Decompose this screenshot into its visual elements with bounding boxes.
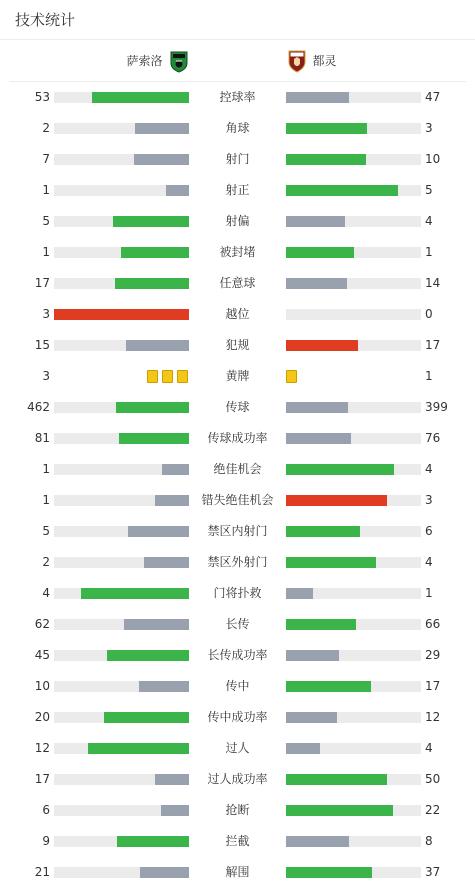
section-title: 技术统计 xyxy=(15,11,76,29)
away-stat-value: 1 xyxy=(425,369,433,383)
home-stat-bar xyxy=(54,278,189,289)
stat-row xyxy=(0,671,475,702)
home-stat-value: 5 xyxy=(42,524,50,538)
stat-label: 传中 xyxy=(225,679,250,693)
stat-label: 传球成功率 xyxy=(207,431,268,445)
home-stat-value: 7 xyxy=(42,152,50,166)
stat-label: 任意球 xyxy=(219,276,256,290)
home-stat-bar xyxy=(54,340,189,351)
home-stat-value: 45 xyxy=(34,648,50,662)
home-stat-bar-fill xyxy=(124,619,189,630)
away-stat-bar-fill xyxy=(286,743,320,754)
away-stat-value: 17 xyxy=(425,679,441,693)
stat-row xyxy=(0,175,475,206)
away-yellow-cards xyxy=(286,370,297,383)
away-stat-value: 4 xyxy=(425,462,433,476)
home-stat-bar-fill xyxy=(117,836,189,847)
stat-row xyxy=(0,144,475,175)
away-stat-bar-fill xyxy=(286,867,372,878)
away-stat-bar-fill xyxy=(286,619,356,630)
stat-row xyxy=(0,578,475,609)
stat-row xyxy=(0,82,475,113)
away-stat-bar xyxy=(286,309,421,320)
away-stat-bar xyxy=(286,216,421,227)
stat-row xyxy=(0,795,475,826)
away-stat-bar xyxy=(286,805,421,816)
home-team-name: 萨索洛 xyxy=(126,54,163,68)
home-stat-bar-fill xyxy=(116,402,189,413)
home-stat-value: 3 xyxy=(42,369,50,383)
stat-label: 抢断 xyxy=(225,803,250,817)
home-stat-bar xyxy=(54,433,189,444)
home-stat-value: 62 xyxy=(34,617,50,631)
home-stat-bar-fill xyxy=(115,278,189,289)
section-header xyxy=(0,0,475,40)
away-stat-value: 17 xyxy=(425,338,441,352)
home-stat-bar xyxy=(54,619,189,630)
home-stat-value: 17 xyxy=(34,276,50,290)
away-stat-value: 14 xyxy=(425,276,441,290)
stat-row xyxy=(0,826,475,857)
home-stat-value: 9 xyxy=(42,834,50,848)
stat-label: 被封堵 xyxy=(219,245,256,259)
home-stat-bar xyxy=(54,526,189,537)
away-stat-value: 12 xyxy=(425,710,441,724)
away-stat-value: 3 xyxy=(425,493,433,507)
stat-label: 拦截 xyxy=(225,834,250,848)
away-stat-bar xyxy=(286,836,421,847)
away-stat-value: 29 xyxy=(425,648,441,662)
away-stat-value: 37 xyxy=(425,865,441,879)
home-stat-value: 462 xyxy=(27,400,50,414)
home-stat-value: 10 xyxy=(34,679,50,693)
away-stat-bar-fill xyxy=(286,681,371,692)
home-yellow-cards xyxy=(147,370,188,383)
stat-row xyxy=(0,857,475,888)
home-stat-bar-fill xyxy=(140,867,189,878)
away-stat-bar-fill xyxy=(286,340,358,351)
home-stat-value: 6 xyxy=(42,803,50,817)
stat-label: 门将扑救 xyxy=(213,586,262,600)
away-stat-bar-fill xyxy=(286,247,354,258)
stat-label: 过人 xyxy=(225,741,250,755)
stat-row xyxy=(0,392,475,423)
home-stat-value: 2 xyxy=(42,121,50,135)
away-stat-value: 4 xyxy=(425,555,433,569)
away-stat-bar-fill xyxy=(286,650,339,661)
home-stat-bar xyxy=(54,464,189,475)
away-stat-bar-fill xyxy=(286,805,393,816)
away-stat-value: 76 xyxy=(425,431,441,445)
away-stat-bar-fill xyxy=(286,712,337,723)
teams-header xyxy=(9,40,466,82)
yellow-card-icon xyxy=(286,370,297,383)
away-stat-value: 3 xyxy=(425,121,433,135)
away-stat-bar xyxy=(286,619,421,630)
away-stat-value: 22 xyxy=(425,803,441,817)
away-stat-value: 8 xyxy=(425,834,433,848)
home-stat-bar-fill xyxy=(121,247,189,258)
home-stat-bar-fill xyxy=(54,309,189,320)
home-stat-bar xyxy=(54,495,189,506)
home-stat-value: 2 xyxy=(42,555,50,569)
home-stat-bar xyxy=(54,309,189,320)
away-stat-value: 10 xyxy=(425,152,441,166)
yellow-card-icon xyxy=(147,370,158,383)
stat-label: 射偏 xyxy=(225,214,250,228)
stat-label: 控球率 xyxy=(219,90,256,104)
home-stat-value: 1 xyxy=(42,245,50,259)
home-stat-bar xyxy=(54,743,189,754)
away-stat-value: 5 xyxy=(425,183,433,197)
away-stat-bar-fill xyxy=(286,588,313,599)
home-stat-value: 5 xyxy=(42,214,50,228)
home-stat-bar-fill xyxy=(81,588,189,599)
stat-label: 角球 xyxy=(225,121,250,135)
home-team[interactable] xyxy=(122,40,190,81)
home-stat-value: 20 xyxy=(34,710,50,724)
stat-label: 传球 xyxy=(225,400,250,414)
home-stat-bar-fill xyxy=(88,743,189,754)
away-stat-value: 4 xyxy=(425,741,433,755)
away-team-logo-icon xyxy=(285,49,309,73)
away-stat-bar-fill xyxy=(286,433,351,444)
home-stat-bar xyxy=(54,712,189,723)
home-stat-bar-fill xyxy=(128,526,189,537)
away-stat-bar xyxy=(286,557,421,568)
stat-label: 射门 xyxy=(225,152,250,166)
stat-row xyxy=(0,485,475,516)
home-stat-bar-fill xyxy=(119,433,189,444)
stat-row xyxy=(0,268,475,299)
home-stat-bar xyxy=(54,588,189,599)
away-stat-value: 47 xyxy=(425,90,441,104)
home-stat-value: 1 xyxy=(42,183,50,197)
away-stat-bar xyxy=(286,712,421,723)
home-stat-value: 3 xyxy=(42,307,50,321)
stat-label: 错失绝佳机会 xyxy=(201,493,274,507)
stat-row xyxy=(0,206,475,237)
away-stat-value: 4 xyxy=(425,214,433,228)
stat-row xyxy=(0,113,475,144)
stat-row xyxy=(0,609,475,640)
home-team-logo-icon xyxy=(167,49,191,73)
home-stat-value: 4 xyxy=(42,586,50,600)
home-stat-value: 21 xyxy=(34,865,50,879)
home-stat-bar xyxy=(54,154,189,165)
home-stat-bar xyxy=(54,185,189,196)
home-stat-value: 12 xyxy=(34,741,50,755)
stat-label: 禁区内射门 xyxy=(207,524,268,538)
home-stat-bar-fill xyxy=(107,650,189,661)
away-stat-value: 6 xyxy=(425,524,433,538)
stat-label: 长传成功率 xyxy=(207,648,268,662)
away-stat-bar-fill xyxy=(286,526,360,537)
stat-label: 绝佳机会 xyxy=(213,462,262,476)
home-stat-value: 53 xyxy=(34,90,50,104)
away-stat-value: 50 xyxy=(425,772,441,786)
home-stat-bar-fill xyxy=(104,712,189,723)
away-stat-bar xyxy=(286,402,421,413)
away-stat-bar xyxy=(286,681,421,692)
home-stat-value: 1 xyxy=(42,493,50,507)
away-stat-bar-fill xyxy=(286,123,367,134)
away-team[interactable] xyxy=(285,40,341,81)
away-stat-value: 1 xyxy=(425,586,433,600)
stat-label: 解围 xyxy=(225,865,250,879)
home-stat-bar-fill xyxy=(126,340,189,351)
home-stat-bar xyxy=(54,557,189,568)
home-stat-bar xyxy=(54,867,189,878)
away-stat-bar xyxy=(286,495,421,506)
yellow-card-icon xyxy=(162,370,173,383)
home-stat-bar xyxy=(54,774,189,785)
away-stat-bar xyxy=(286,774,421,785)
home-stat-bar xyxy=(54,681,189,692)
away-stat-bar xyxy=(286,185,421,196)
away-stat-value: 0 xyxy=(425,307,433,321)
home-stat-bar-fill xyxy=(161,805,189,816)
home-stat-bar-fill xyxy=(162,464,189,475)
away-stat-bar-fill xyxy=(286,774,387,785)
away-stat-bar-fill xyxy=(286,557,376,568)
away-stat-bar-fill xyxy=(286,278,347,289)
home-stat-bar-fill xyxy=(92,92,189,103)
stat-row xyxy=(0,516,475,547)
away-stat-bar xyxy=(286,464,421,475)
stat-label: 犯规 xyxy=(225,338,250,352)
stat-label: 传中成功率 xyxy=(207,710,268,724)
home-stat-bar xyxy=(54,402,189,413)
home-stat-bar xyxy=(54,92,189,103)
home-stat-bar-fill xyxy=(135,123,189,134)
stat-row xyxy=(0,330,475,361)
stat-row xyxy=(0,237,475,268)
home-stat-bar-fill xyxy=(113,216,189,227)
stat-row xyxy=(0,454,475,485)
away-stat-bar-fill xyxy=(286,836,349,847)
away-stat-value: 1 xyxy=(425,245,433,259)
away-stat-bar-fill xyxy=(286,154,366,165)
home-stat-bar-fill xyxy=(144,557,189,568)
away-stat-bar xyxy=(286,867,421,878)
away-stat-bar xyxy=(286,526,421,537)
home-stat-value: 15 xyxy=(34,338,50,352)
home-stat-bar xyxy=(54,836,189,847)
away-stat-bar xyxy=(286,154,421,165)
stat-row xyxy=(0,423,475,454)
stat-label: 射正 xyxy=(225,183,250,197)
away-stat-bar xyxy=(286,650,421,661)
stat-row xyxy=(0,733,475,764)
away-stat-bar xyxy=(286,433,421,444)
stat-row xyxy=(0,299,475,330)
away-stat-bar-fill xyxy=(286,92,349,103)
stat-row xyxy=(0,547,475,578)
stat-label: 越位 xyxy=(225,307,250,321)
stat-row xyxy=(0,361,475,392)
home-stat-bar xyxy=(54,123,189,134)
home-stat-value: 81 xyxy=(34,431,50,445)
away-stat-bar-fill xyxy=(286,185,398,196)
away-stat-bar xyxy=(286,278,421,289)
stat-row xyxy=(0,640,475,671)
stat-label: 黄牌 xyxy=(225,369,250,383)
home-stat-bar-fill xyxy=(155,774,189,785)
home-stat-bar-fill xyxy=(134,154,189,165)
away-stat-bar-fill xyxy=(286,402,348,413)
away-stat-bar-fill xyxy=(286,495,387,506)
away-team-name: 都灵 xyxy=(312,54,337,68)
stat-label: 禁区外射门 xyxy=(207,555,268,569)
home-stat-bar-fill xyxy=(155,495,189,506)
stat-label: 长传 xyxy=(225,617,250,631)
home-stat-bar xyxy=(54,650,189,661)
home-stat-value: 1 xyxy=(42,462,50,476)
home-stat-bar xyxy=(54,216,189,227)
away-stat-bar-fill xyxy=(286,464,394,475)
home-stat-value: 17 xyxy=(34,772,50,786)
away-stat-bar xyxy=(286,123,421,134)
away-stat-bar xyxy=(286,340,421,351)
away-stat-bar xyxy=(286,743,421,754)
away-stat-value: 66 xyxy=(425,617,441,631)
away-stat-bar xyxy=(286,92,421,103)
yellow-card-icon xyxy=(177,370,188,383)
stat-label: 过人成功率 xyxy=(207,772,268,786)
away-stat-bar xyxy=(286,588,421,599)
stat-row xyxy=(0,764,475,795)
away-stat-bar xyxy=(286,247,421,258)
away-stat-value: 399 xyxy=(425,400,448,414)
home-stat-bar xyxy=(54,805,189,816)
home-stat-bar-fill xyxy=(139,681,189,692)
stat-row xyxy=(0,702,475,733)
home-stat-bar xyxy=(54,247,189,258)
home-stat-bar-fill xyxy=(166,185,189,196)
away-stat-bar-fill xyxy=(286,216,345,227)
